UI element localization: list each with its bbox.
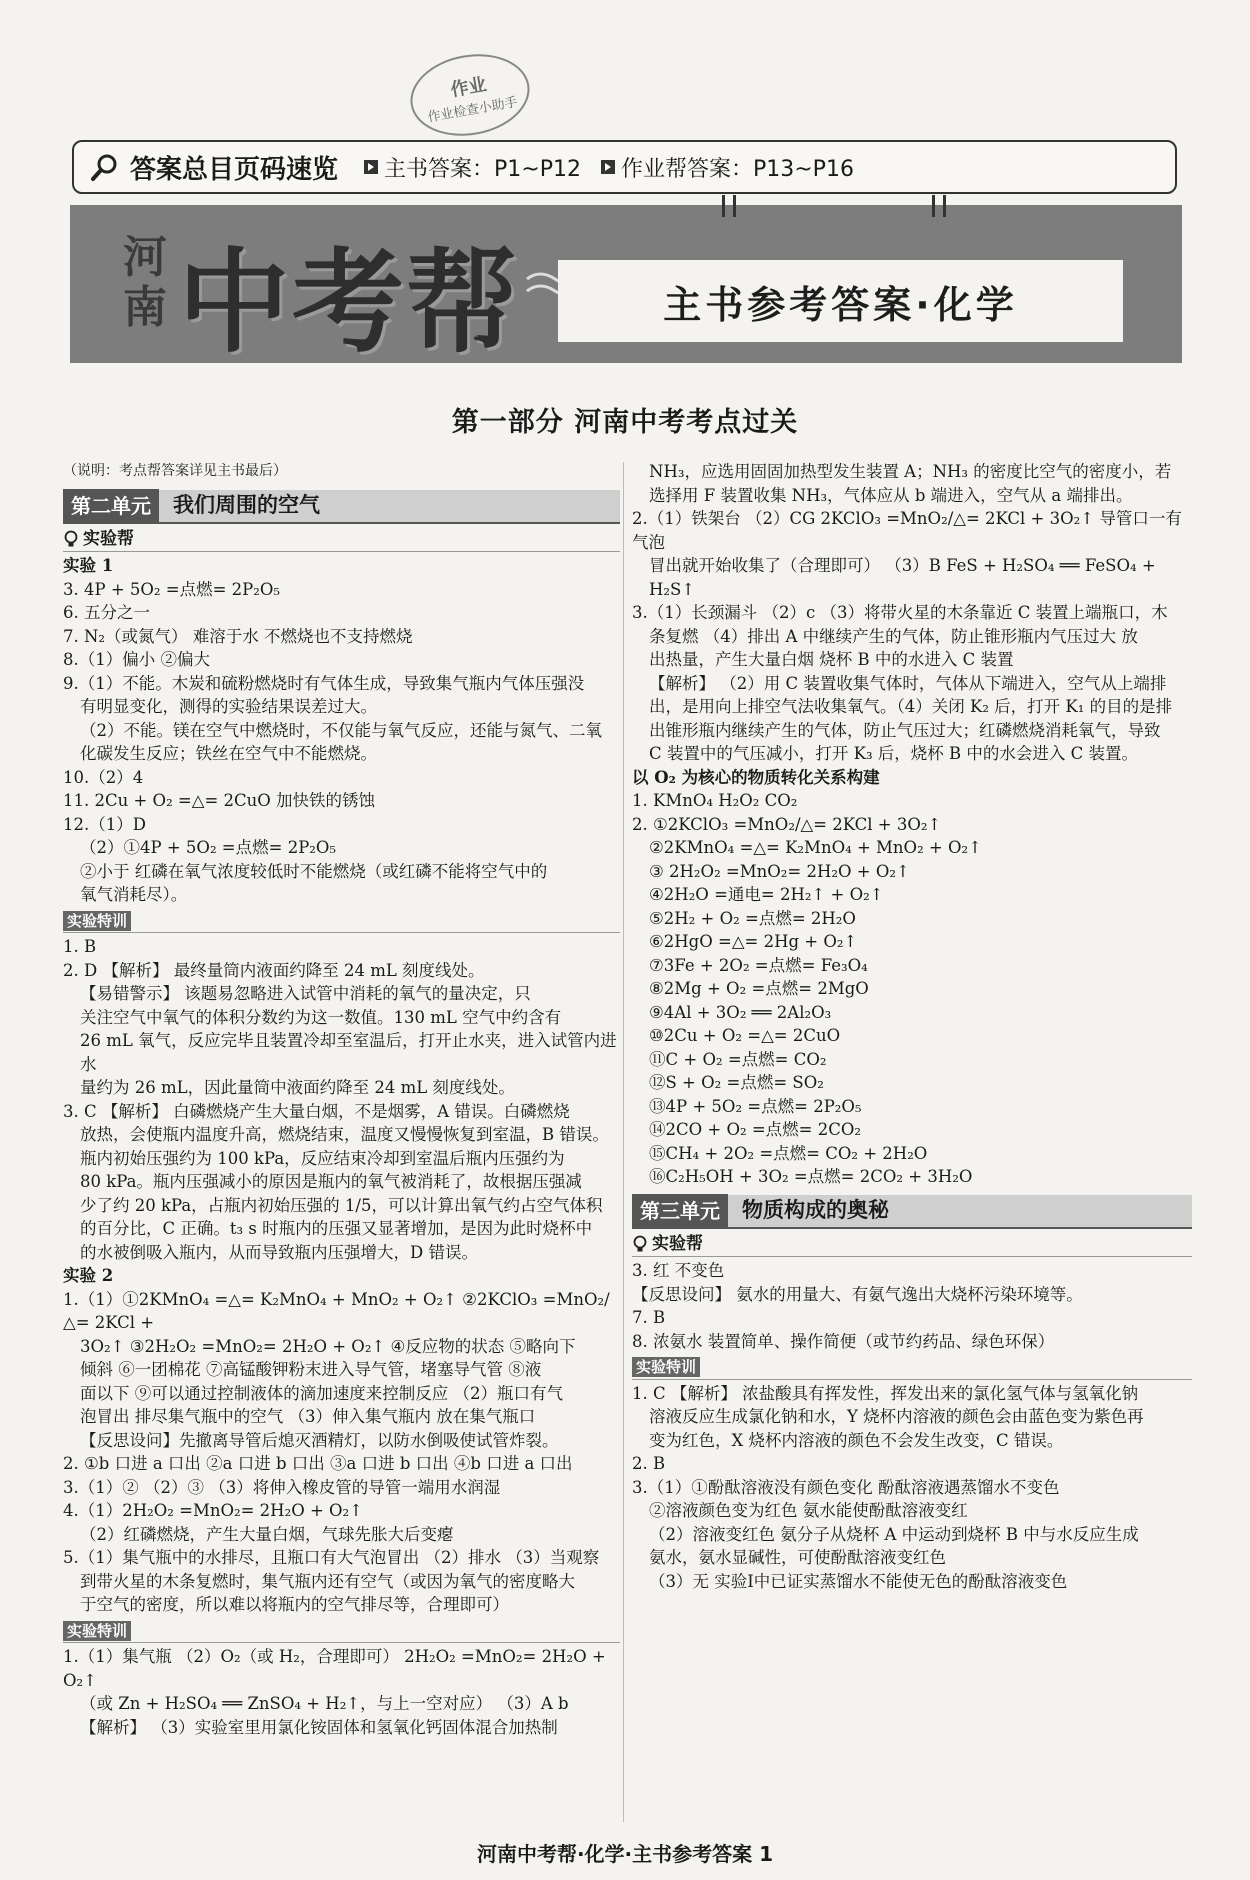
training-heading xyxy=(63,909,620,934)
answer-line: ⑪C + O₂ =点燃= CO₂ xyxy=(649,1049,827,1069)
answer-item: 10.（2）4 xyxy=(63,767,144,787)
answer-line: 条复燃 （4）排出 A 中继续产生的气体，防止锥形瓶内气压过大 放 xyxy=(649,626,1138,646)
answer-line: （3）无 实验Ⅰ中已证实蒸馏水不能使无色的酚酞溶液变色 xyxy=(649,1571,1068,1591)
answer-item: 2. ①b 口进 a 口出 ②a 口进 b 口出 ③a 口进 b 口出 ④b 口进 a 口出 xyxy=(63,1454,573,1473)
unit-title: 物质构成的奥秘 xyxy=(742,1197,889,1222)
answer-line: ⑤2H₂ + O₂ =点燃= 2H₂O xyxy=(649,908,856,928)
answer-line: 出热量，产生大量白烟 烧杯 B 中的水进入 C 装置 xyxy=(649,650,1014,669)
answer-item: 1.（1）①2KMnO₄ =△= K₂MnO₄ + MnO₂ + O₂↑ ②2KClO₃ =MnO₂/△= 2KCl + xyxy=(63,1289,610,1332)
answer-line: （或 Zn + H₂SO₄ ══ ZnSO₄ + H₂↑，与上一空对应） （3）A b xyxy=(80,1694,569,1713)
answer-item: 9.（1）不能。木炭和硫粉燃烧时有气体生成，导致集气瓶内气体压强没 xyxy=(63,673,585,693)
answer-item: 11. 2Cu + O₂ =△= 2CuO 加快铁的锈蚀 xyxy=(63,791,376,810)
stamp-line2: 作业检查小助手 xyxy=(426,94,519,126)
search-icon xyxy=(90,152,120,182)
answer-line: C 装置中的气压减小，打开 K₃ 后，烧杯 B 中的水会进入 C 装置。 xyxy=(649,744,1139,763)
answer-line: （2）不能。镁在空气中燃烧时，不仅能与氧气反应，还能与氮气、二氧 xyxy=(80,720,602,740)
stamp-line1: 作业 xyxy=(449,73,489,101)
answer-item: 4.（1）2H₂O₂ =MnO₂= 2H₂O + O₂↑ xyxy=(63,1501,363,1520)
unit-number: 第三单元 xyxy=(632,1194,728,1228)
note-text: （说明：考点帮答案详见主书最后） xyxy=(63,463,287,479)
section-heading-label: 实验帮 xyxy=(83,528,134,549)
toc-item-homework-label: 作业帮答案：P13~P16 xyxy=(620,156,854,182)
experiment-heading: 以 O₂ 为核心的物质转化关系构建 xyxy=(632,767,880,787)
answer-item: 3. 4P + 5O₂ =点燃= 2P₂O₅ xyxy=(63,579,281,599)
answer-line: 冒出就开始收集了（合理即可） （3）B FeS + H₂SO₄ ══ FeSO₄ + xyxy=(649,556,1156,575)
title-banner xyxy=(70,205,1182,368)
answer-item: 2. D 【解析】 最终量筒内液面约降至 24 mL 刻度线处。 xyxy=(63,960,485,980)
section-heading xyxy=(63,528,620,553)
lightbulb-icon xyxy=(632,1235,648,1253)
answer-line: 倾斜 ⑥一团棉花 ⑦高锰酸钾粉末进入导气管，堵塞导气管 ⑧液 xyxy=(80,1360,542,1379)
answer-line: 溶液反应生成氯化钠和水，Y 烧杯内溶液的颜色会由蓝色变为紫色再 xyxy=(649,1407,1144,1426)
answer-line: H₂S↑ xyxy=(649,579,696,599)
answer-item: 3. C 【解析】 白磷燃烧产生大量白烟，不是烟雾，A 错误。白磷燃烧 xyxy=(63,1101,570,1121)
answer-line: ②2KMnO₄ =△= K₂MnO₄ + MnO₂ + O₂↑ xyxy=(649,838,982,857)
answer-line: 面以下 ⑨可以通过控制液体的滴加速度来控制反应 （2）瓶口有气 xyxy=(80,1383,563,1403)
answer-line: ⑮CH₄ + 2O₂ =点燃= CO₂ + 2H₂O xyxy=(649,1143,928,1163)
training-heading xyxy=(632,1355,1192,1380)
unit-title: 我们周围的空气 xyxy=(173,492,320,517)
answer-line: ③ 2H₂O₂ =MnO₂= 2H₂O + O₂↑ xyxy=(649,861,910,881)
answer-line: （2）溶液变红色 氨分子从烧杯 A 中运动到烧杯 B 中与水反应生成 xyxy=(649,1524,1139,1544)
answer-line: 少了约 20 kPa，占瓶内初始压强的 1/5，可以计算出氧气约占空气体积 xyxy=(80,1195,603,1215)
answer-item: 【反思设问】 氨水的用量大、有氨气逸出大烧杯污染环境等。 xyxy=(632,1284,1083,1304)
answer-line: 的百分比，C 正确。t₃ s 时瓶内的压强又显著增加，是因为此时烧杯中 xyxy=(80,1219,593,1238)
answer-line: 【解析】 （2）用 C 装置收集气体时，气体从下端进入，空气从上端排 xyxy=(649,673,1167,693)
answer-item: 5.（1）集气瓶中的水排尽，且瓶口有大气泡冒出 （2）排水 （3）当观察 xyxy=(63,1548,600,1567)
answer-line: 氧气消耗尽）。 xyxy=(80,885,188,904)
answer-item: 1. C 【解析】 浓盐酸具有挥发性，挥发出来的氯化氢气体与氢氧化钠 xyxy=(632,1383,1139,1403)
answer-line: ⑨4Al + 3O₂ ══ 2Al₂O₃ xyxy=(649,1002,832,1022)
answer-line: ④2H₂O =通电= 2H₂↑ + O₂↑ xyxy=(649,885,884,904)
answer-item: 3.（1）①酚酞溶液没有颜色变化 酚酞溶液遇蒸馏水不变色 xyxy=(632,1477,1060,1497)
answer-line: 80 kPa。瓶内压强减小的原因是瓶内的氧气被消耗了，故根据压强减 xyxy=(80,1172,582,1191)
left-column xyxy=(63,460,620,1739)
answer-line: 于空气的密度，所以难以将瓶内的空气排尽等，合理即可） xyxy=(80,1595,509,1614)
page-footer: 河南中考帮·化学·主书参考答案 1 xyxy=(476,1842,774,1866)
watermark-stamp xyxy=(404,45,536,145)
section-heading-label: 实验帮 xyxy=(652,1233,703,1254)
toc-bar xyxy=(72,140,1177,194)
part-title: 第一部分 河南中考考点过关 xyxy=(451,407,799,438)
answer-line: 瓶内初始压强约为 100 kPa，反应结束冷却到室温后瓶内压强约为 xyxy=(80,1148,565,1168)
answer-line: 氨水，氨水显碱性，可使酚酞溶液变红色 xyxy=(649,1548,946,1567)
answer-item: 8.（1）偏小 ②偏大 xyxy=(63,650,210,669)
training-tag: 实验特训 xyxy=(632,1357,700,1377)
answer-line: 26 mL 氧气，反应完毕且装置冷却至室温后，打开止水夹，进入试管内进水 xyxy=(80,1031,617,1074)
answer-line: （2）①4P + 5O₂ =点燃= 2P₂O₅ xyxy=(80,838,337,857)
answer-line: 【易错警示】 该题易忽略进入试管中消耗的氧气的量决定，只 xyxy=(80,984,531,1003)
answer-item: 6. 五分之一 xyxy=(63,603,150,622)
banner-subtitle: 主书参考答案·化学 xyxy=(558,260,1123,342)
answer-item: 3. 红 不变色 xyxy=(632,1261,725,1280)
answer-line: （2）红磷燃烧，产生大量白烟，气球先胀大后变瘪 xyxy=(80,1524,454,1544)
answer-line: 【解析】 （3）实验室里用氯化铵固体和氢氧化钙固体混合加热制 xyxy=(80,1717,558,1737)
answer-item: 2. B xyxy=(632,1454,666,1473)
unit-heading xyxy=(632,1195,1192,1229)
section-heading xyxy=(632,1233,1192,1258)
toc-item-homework[interactable] xyxy=(601,152,854,183)
toc-item-main-label: 主书答案：P1~P12 xyxy=(384,156,581,182)
answer-line: ②小于 红磷在氧气浓度较低时不能燃烧（或红磷不能将空气中的 xyxy=(80,861,548,881)
training-heading xyxy=(63,1619,620,1644)
answer-line: 量约为 26 mL，因此量筒中液面约降至 24 mL 刻度线处。 xyxy=(80,1078,515,1097)
answer-line: 到带火星的木条复燃时，集气瓶内还有空气（或因为氧气的密度略大 xyxy=(80,1571,575,1591)
answer-line: ⑩2Cu + O₂ =△= 2CuO xyxy=(649,1026,841,1045)
answer-line: ②溶液颜色变为红色 氨水能使酚酞溶液变红 xyxy=(649,1501,968,1520)
answer-line: 出锥形瓶内继续产生的气体，防止气压过大；红磷燃烧消耗氧气，导致 xyxy=(649,720,1161,740)
answer-item: 3.（1）② （2）③ （3）将伸入橡皮管的导管一端用水润湿 xyxy=(63,1477,501,1497)
answer-line: ⑭2CO + O₂ =点燃= 2CO₂ xyxy=(649,1120,862,1139)
answer-item: 12.（1）D xyxy=(63,814,146,834)
answer-line: 关注空气中氧气的体积分数约为这一数值。130 mL 空气中约含有 xyxy=(80,1007,562,1027)
answer-line: 3O₂↑ ③2H₂O₂ =MnO₂= 2H₂O + O₂↑ ④反应物的状态 ⑤略向下 xyxy=(80,1336,576,1356)
answer-item: 1.（1）集气瓶 （2）O₂（或 H₂，合理即可） 2H₂O₂ =MnO₂= 2H₂O + O₂↑ xyxy=(63,1647,606,1690)
answer-item: 3.（1）长颈漏斗 （2）c （3）将带火星的木条靠近 C 装置上端瓶口，木 xyxy=(632,603,1168,622)
unit-number: 第二单元 xyxy=(63,489,159,523)
answer-item: 2.（1）铁架台 （2）CG 2KClO₃ =MnO₂/△= 2KCl + 3O₂↑ 导管口一有气泡 xyxy=(632,509,1182,552)
answer-line: ⑥2HgO =△= 2Hg + O₂↑ xyxy=(649,932,858,951)
answer-line: 出，是用向上排空气法收集氧气。（4）关闭 K₂ 后，打开 K₁ 的目的是排 xyxy=(649,697,1173,716)
binder-mark xyxy=(722,195,736,217)
answer-line: NH₃，应选用固固加热型发生装置 A；NH₃ 的密度比空气的密度小，若 xyxy=(649,462,1172,481)
answer-item: 8. 浓氨水 装置简单、操作简便（或节约药品、绿色环保） xyxy=(632,1331,1055,1351)
play-icon xyxy=(364,160,378,174)
answer-line: 【反思设问】先撤离导管后熄灭酒精灯，以防水倒吸使试管炸裂。 xyxy=(80,1430,559,1450)
answer-line: 化碳发生反应；铁丝在空气中不能燃烧。 xyxy=(80,744,377,763)
toc-item-main[interactable] xyxy=(364,152,581,183)
answer-line: ⑦3Fe + 2O₂ =点燃= Fe₃O₄ xyxy=(649,955,868,975)
unit-heading xyxy=(63,490,620,524)
binder-mark xyxy=(932,195,946,217)
right-column xyxy=(632,460,1192,1593)
answer-line: 的水被倒吸入瓶内，从而导致瓶内压强增大，D 错误。 xyxy=(80,1242,478,1262)
lightbulb-icon xyxy=(63,530,79,548)
answer-line: 泡冒出 排尽集气瓶中的空气 （3）伸入集气瓶内 放在集气瓶口 xyxy=(80,1407,536,1426)
answer-line: 放热，会使瓶内温度升高，燃烧结束，温度又慢慢恢复到室温，B 错误。 xyxy=(80,1125,609,1144)
banner-brand: 中考帮 xyxy=(178,238,520,368)
toc-title: 答案总目页码速览 xyxy=(130,154,339,185)
answer-line: 变为红色，X 烧杯内溶液的颜色不会发生改变，C 错误。 xyxy=(649,1430,1064,1450)
experiment-heading: 实验 2 xyxy=(63,1266,114,1285)
training-tag: 实验特训 xyxy=(63,1621,131,1641)
answer-item: 7. B xyxy=(632,1308,666,1327)
column-divider xyxy=(623,462,624,1822)
answer-item: 1. KMnO₄ H₂O₂ CO₂ xyxy=(632,791,798,810)
answer-line: ⑯C₂H₅OH + 3O₂ =点燃= 2CO₂ + 3H₂O xyxy=(649,1167,973,1186)
training-tag: 实验特训 xyxy=(63,911,131,931)
answer-line: ⑬4P + 5O₂ =点燃= 2P₂O₅ xyxy=(649,1096,862,1116)
answer-line: 有明显变化，测得的实验结果误差过大。 xyxy=(80,697,377,716)
answer-line: 选择用 F 装置收集 NH₃，气体应从 b 端进入，空气从 a 端排出。 xyxy=(649,485,1133,505)
answer-line: ⑧2Mg + O₂ =点燃= 2MgO xyxy=(649,979,869,998)
experiment-heading: 实验 1 xyxy=(63,556,114,575)
answer-item: 1. B xyxy=(63,937,97,956)
answer-item: 7. N₂（或氮气） 难溶于水 不燃烧也不支持燃烧 xyxy=(63,626,413,646)
play-icon xyxy=(601,160,615,174)
answer-item: 2. ①2KClO₃ =MnO₂/△= 2KCl + 3O₂↑ xyxy=(632,814,942,834)
banner-region: 河南 xyxy=(123,232,167,333)
answer-line: ⑫S + O₂ =点燃= SO₂ xyxy=(649,1073,824,1092)
